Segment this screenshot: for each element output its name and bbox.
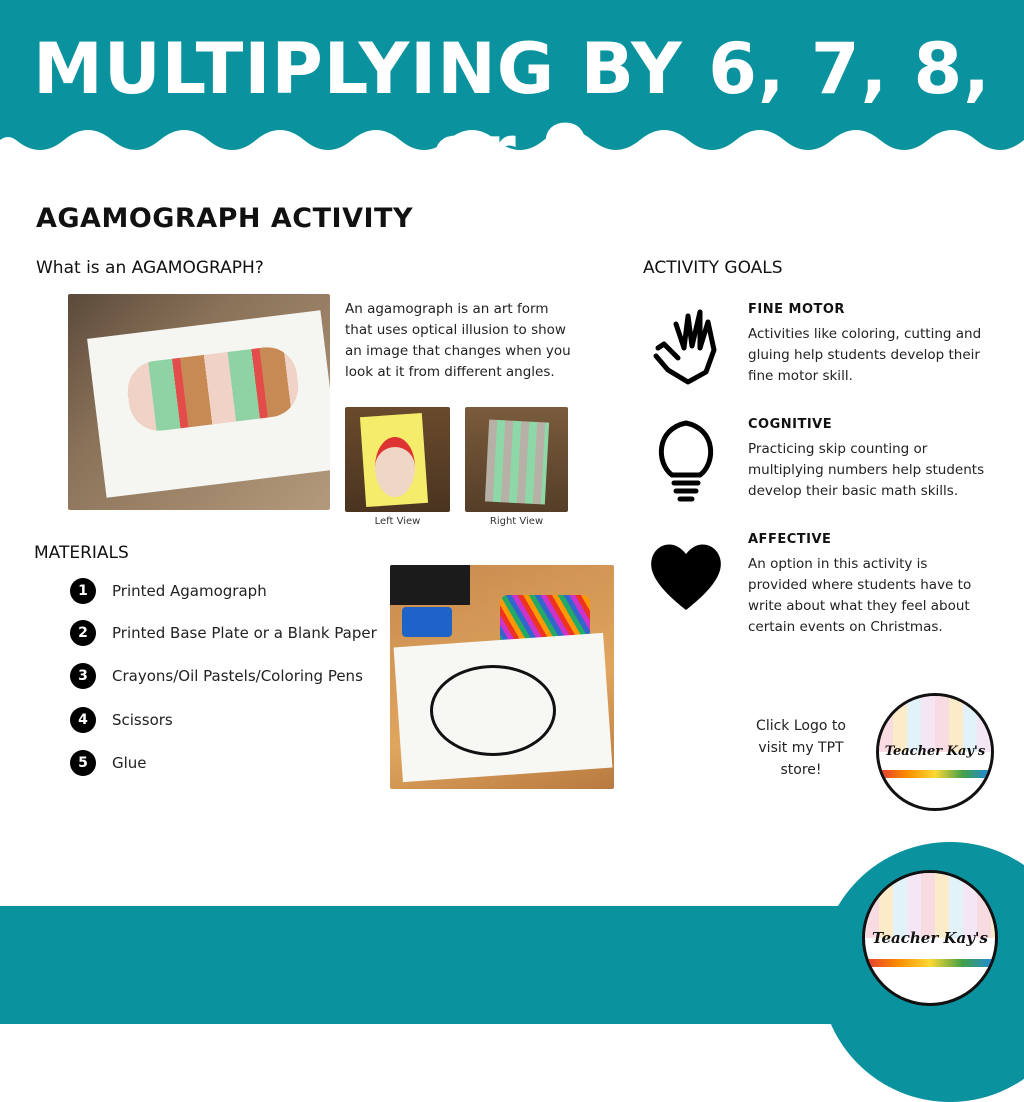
section-title: AGAMOGRAPH ACTIVITY — [36, 203, 413, 234]
number-badge: 1 — [70, 578, 96, 604]
what-heading: What is an AGAMOGRAPH? — [36, 258, 264, 278]
logo-text: Teacher Kay's — [872, 929, 988, 947]
materials-heading: MATERIALS — [34, 543, 129, 563]
goal-cognitive — [648, 417, 988, 517]
logo-rainbow-band — [879, 770, 991, 778]
goal-text: Practicing skip counting or multiplying numbers help students develop their basic math skills. — [748, 441, 985, 499]
left-view-caption: Left View — [374, 516, 421, 527]
goal-title: COGNITIVE — [748, 417, 833, 432]
goal-fine-motor — [648, 302, 988, 402]
material-label: Printed Base Plate or a Blank Paper — [112, 624, 377, 642]
agamograph-photo — [68, 294, 330, 510]
number-badge: 2 — [70, 620, 96, 646]
list-item — [70, 706, 173, 734]
goal-text: An option in this activity is provided where students have to write about what they feel about certain events on Christmas. — [748, 556, 972, 635]
agamograph-description: An agamograph is an art form that uses optical illusion to show an image that changes when you look at it from different angles. — [345, 301, 571, 380]
goal-title: AFFECTIVE — [748, 532, 832, 547]
santa-outline — [430, 665, 556, 756]
right-view-photo — [465, 407, 568, 512]
list-item — [70, 749, 147, 777]
material-label: Printed Agamograph — [112, 582, 267, 600]
lightbulb-icon — [648, 417, 724, 503]
left-view-photo — [345, 407, 450, 512]
store-note: Click Logo to visit my TPT store! — [756, 718, 846, 778]
number-badge: 5 — [70, 750, 96, 776]
material-label: Crayons/Oil Pastels/Coloring Pens — [112, 667, 363, 685]
goals-heading: ACTIVITY GOALS — [643, 258, 783, 278]
goal-text: Activities like coloring, cutting and gluing help students develop their fine motor skill. — [748, 326, 982, 384]
materials-photo — [390, 565, 614, 789]
right-view-caption: Right View — [489, 516, 544, 527]
material-label: Glue — [112, 754, 147, 772]
goal-title: FINE MOTOR — [748, 302, 845, 317]
folded-card — [485, 419, 549, 504]
number-badge: 4 — [70, 707, 96, 733]
material-label: Scissors — [112, 711, 173, 729]
list-item — [70, 577, 267, 605]
number-badge: 3 — [70, 663, 96, 689]
footer-logo[interactable] — [862, 870, 998, 1006]
page-title: MULTIPLYING BY 6, 7, 8, or 9 — [33, 28, 991, 192]
logo-rainbow-band — [865, 959, 995, 967]
store-logo-button[interactable] — [876, 693, 994, 811]
heart-icon — [648, 532, 724, 618]
list-item — [70, 662, 363, 690]
keyboard — [390, 565, 470, 605]
hands-icon — [648, 302, 724, 388]
header-banner — [0, 0, 1024, 192]
santa-face — [375, 437, 415, 497]
list-item — [70, 619, 377, 647]
logo-text: Teacher Kay's — [884, 744, 986, 759]
glue-bottle — [402, 607, 452, 637]
goal-affective — [648, 532, 988, 642]
